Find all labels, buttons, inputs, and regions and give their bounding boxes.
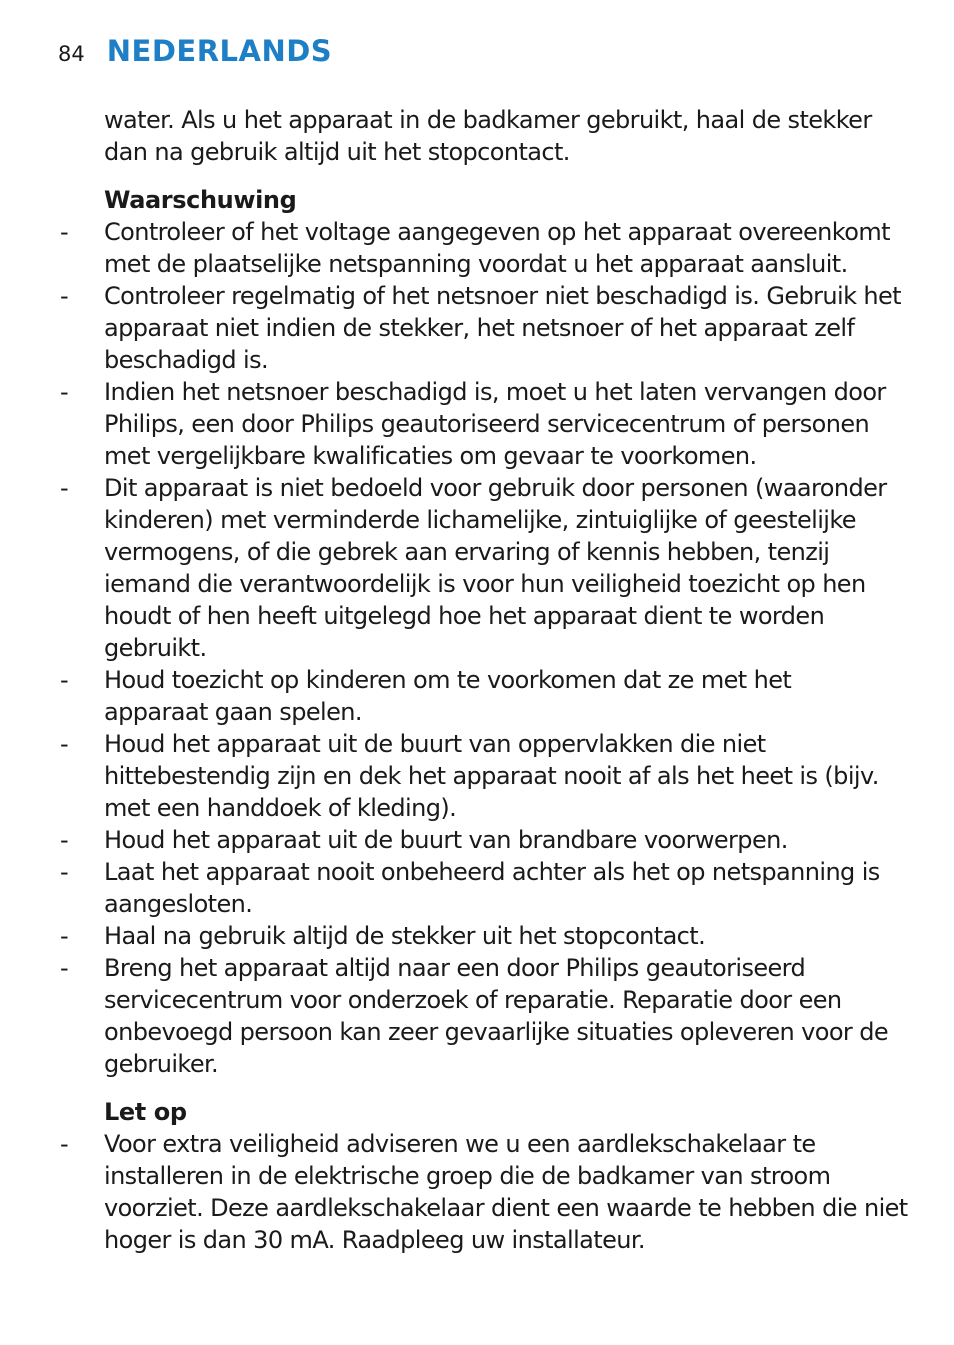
list-item-text: Controleer regelmatig of het netsnoer niet beschadigd is. Gebruik het apparaat niet indien de stekker, het netsnoer of het apparaat zelf beschadigd is. bbox=[104, 282, 901, 374]
bullet-dash: - bbox=[60, 858, 69, 886]
warning-heading: Waarschuwing bbox=[104, 186, 297, 214]
bullet-dash: - bbox=[60, 826, 69, 854]
list-item bbox=[58, 1128, 918, 1256]
list-item bbox=[58, 664, 918, 728]
bullet-dash: - bbox=[60, 730, 69, 758]
caution-list bbox=[58, 1128, 918, 1256]
warning-list bbox=[58, 216, 918, 1080]
bullet-dash: - bbox=[60, 1130, 69, 1158]
list-item-text: Breng het apparaat altijd naar een door Philips geautoriseerd servicecentrum voor onderzoek of reparatie. Reparatie door een onbevoegd persoon kan zeer gevaarlijke situaties opleveren voor de gebruiker. bbox=[104, 954, 889, 1078]
page-header bbox=[58, 34, 332, 74]
list-item-text: Houd toezicht op kinderen om te voorkomen dat ze met het apparaat gaan spelen. bbox=[104, 666, 792, 726]
list-item-text: Controleer of het voltage aangegeven op het apparaat overeenkomt met de plaatselijke netspanning voordat u het apparaat aansluit. bbox=[104, 218, 890, 278]
caution-heading: Let op bbox=[104, 1098, 187, 1126]
bullet-dash: - bbox=[60, 218, 69, 246]
list-item-text: Voor extra veiligheid adviseren we u een aardlekschakelaar te installeren in de elektrische groep die de badkamer van stroom voorziet. Deze aardlekschakelaar dient een waarde te hebben die niet hoger is dan 30 mA. Raadpleeg uw installateur. bbox=[104, 1130, 908, 1254]
bullet-dash: - bbox=[60, 922, 69, 950]
list-item-text: Houd het apparaat uit de buurt van brandbare voorwerpen. bbox=[104, 826, 788, 854]
list-item-text: Dit apparaat is niet bedoeld voor gebruik door personen (waaronder kinderen) met verminderde lichamelijke, zintuiglijke of geestelijke vermogens, of die gebrek aan ervaring of kennis hebben, tenzij iemand die verantwoordelijk is voor hun veiligheid toezicht op hen houdt of hen heeft uitgelegd hoe het apparaat dient te worden gebruikt. bbox=[104, 474, 887, 662]
list-item bbox=[58, 376, 918, 472]
bullet-dash: - bbox=[60, 666, 69, 694]
page-number: 84 bbox=[58, 42, 85, 66]
list-item bbox=[58, 824, 918, 856]
language-title: NEDERLANDS bbox=[106, 34, 333, 68]
list-item bbox=[58, 856, 918, 920]
list-item-text: Haal na gebruik altijd de stekker uit het stopcontact. bbox=[104, 922, 706, 950]
list-item bbox=[58, 472, 918, 664]
bullet-dash: - bbox=[60, 954, 69, 982]
list-item bbox=[58, 952, 918, 1080]
list-item-text: Indien het netsnoer beschadigd is, moet u het laten vervangen door Philips, een door Philips geautoriseerd servicecentrum of personen met vergelijkbare kwalificaties om gevaar te voorkomen. bbox=[104, 378, 886, 470]
page-content bbox=[58, 104, 918, 1256]
bullet-dash: - bbox=[60, 378, 69, 406]
list-item-text: Laat het apparaat nooit onbeheerd achter als het op netspanning is aangesloten. bbox=[104, 858, 880, 918]
bullet-dash: - bbox=[60, 474, 69, 502]
list-item bbox=[58, 280, 918, 376]
list-item-text: Houd het apparaat uit de buurt van oppervlakken die niet hittebestendig zijn en dek het apparaat nooit af als het heet is (bijv. met een handdoek of kleding). bbox=[104, 730, 879, 822]
bullet-dash: - bbox=[60, 282, 69, 310]
intro-paragraph: water. Als u het apparaat in de badkamer gebruikt, haal de stekker dan na gebruik altijd uit het stopcontact. bbox=[104, 106, 872, 166]
list-item bbox=[58, 216, 918, 280]
list-item bbox=[58, 920, 918, 952]
list-item bbox=[58, 728, 918, 824]
